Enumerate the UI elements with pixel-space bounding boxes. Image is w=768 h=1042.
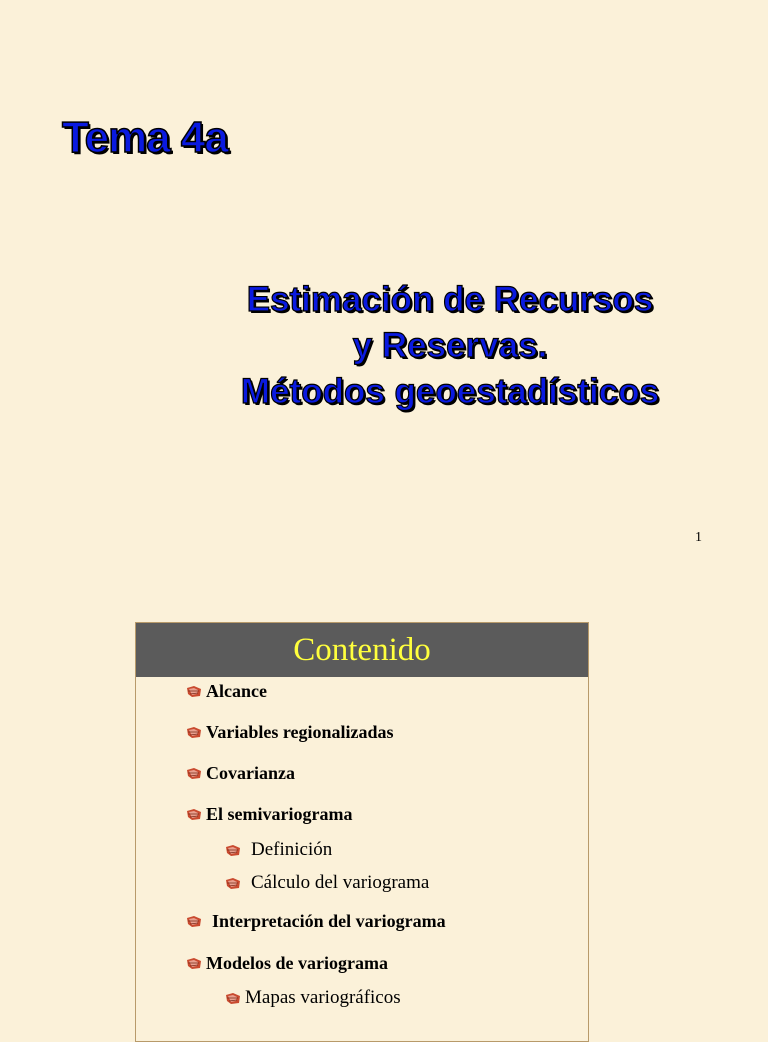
toc-item [186, 763, 295, 784]
toc-item-label: Modelos de variograma [206, 953, 388, 973]
toc-item-label: Interpretación del variograma [212, 911, 446, 931]
toc-item [186, 681, 267, 702]
bullet-icon [225, 992, 241, 1005]
toc-item-label: Covarianza [206, 763, 295, 783]
toc-item-label: Cálculo del variograma [251, 872, 430, 893]
page-number: 1 [695, 530, 702, 545]
bullet-icon [225, 844, 241, 857]
slide-subtitle [150, 277, 750, 415]
contents-panel [135, 622, 589, 1042]
toc-item-label: El semivariograma [206, 804, 353, 824]
toc-item [186, 953, 388, 974]
contents-header: Contenido [136, 623, 588, 677]
bullet-icon [186, 726, 202, 739]
toc-subitem [225, 987, 401, 1009]
toc-item [186, 804, 352, 825]
toc-subitem [225, 839, 332, 861]
bullet-icon [225, 877, 241, 890]
toc-item [186, 722, 394, 743]
bullet-icon [186, 915, 202, 928]
toc-item [186, 911, 446, 932]
toc-item-label: Definición [251, 839, 333, 860]
bullet-icon [186, 957, 202, 970]
toc-item-label: Alcance [206, 681, 267, 701]
toc-subitem [225, 872, 429, 894]
bullet-icon [186, 767, 202, 780]
toc-item-label: Variables regionalizadas [206, 722, 394, 742]
toc-item-label: Mapas variográficos [245, 987, 401, 1008]
subtitle-line: Estimación de Recursos [246, 280, 654, 319]
bullet-icon [186, 685, 202, 698]
slide-title: Tema 4a [62, 113, 228, 162]
subtitle-line: y Reservas. [352, 326, 548, 365]
bullet-icon [186, 808, 202, 821]
subtitle-line: Métodos geoestadísticos [240, 372, 660, 411]
